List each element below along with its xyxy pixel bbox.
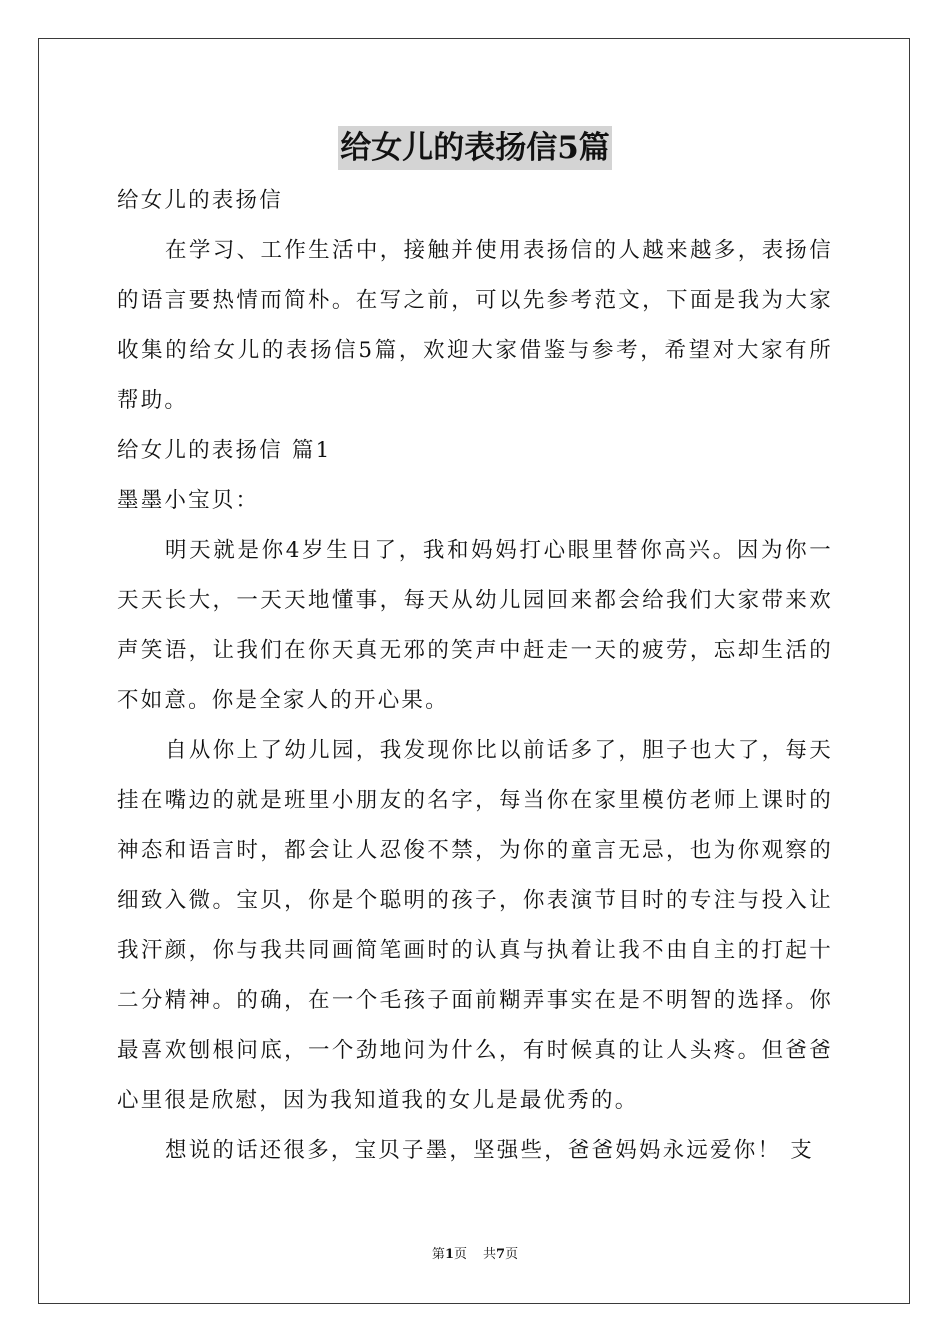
page-footer — [0, 1246, 950, 1264]
page-number: 1 — [444, 1247, 454, 1262]
document-body — [117, 176, 833, 1176]
total-pages: 7 — [496, 1247, 506, 1262]
page-suffix: 页 — [453, 1247, 467, 1262]
total-suffix: 页 — [505, 1247, 519, 1262]
document-title: 给女儿的表扬信5篇 — [338, 126, 612, 170]
title-container — [0, 126, 950, 170]
intro-heading: 给女儿的表扬信 — [117, 188, 283, 213]
section-heading: 给女儿的表扬信 篇1 — [117, 438, 332, 463]
page-prefix: 第 — [431, 1247, 445, 1262]
body-paragraph: 想说的话还很多，宝贝子墨，坚强些，爸爸妈妈永远爱你！ 支 — [165, 1138, 814, 1163]
total-prefix: 共 — [483, 1247, 497, 1262]
body-paragraph: 自从你上了幼儿园，我发现你比以前话多了，胆子也大了，每天挂在嘴边的就是班里小朋友的名字，每当你在家里模仿老师上课时的神态和语言时，都会让人忍俊不禁，为你的童言无忌，也为你观察的细致入微。宝贝，你是个聪明的孩子，你表演节目时的专注与投入让我汗颜，你与我共同画简笔画时的认真与执着让我不由自主的打起十二分精神。的确，在一个毛孩子面前糊弄事实在是不明智的选择。你最喜欢刨根问底，一个劲地问为什么，有时候真的让人头疼。但爸爸心里很是欣慰，因为我知道我的女儿是最优秀的。 — [117, 738, 833, 1113]
letter-salutation: 墨墨小宝贝： — [117, 488, 260, 513]
body-paragraph: 明天就是你4岁生日了，我和妈妈打心眼里替你高兴。因为你一天天长大，一天天地懂事，每天从幼儿园回来都会给我们大家带来欢声笑语，让我们在你天真无邪的笑声中赶走一天的疲劳，忘却生活的不如意。你是全家人的开心果。 — [117, 538, 833, 713]
intro-paragraph: 在学习、工作生活中，接触并使用表扬信的人越来越多，表扬信的语言要热情而简朴。在写之前，可以先参考范文，下面是我为大家收集的给女儿的表扬信5篇，欢迎大家借鉴与参考，希望对大家有所帮助。 — [117, 238, 833, 413]
